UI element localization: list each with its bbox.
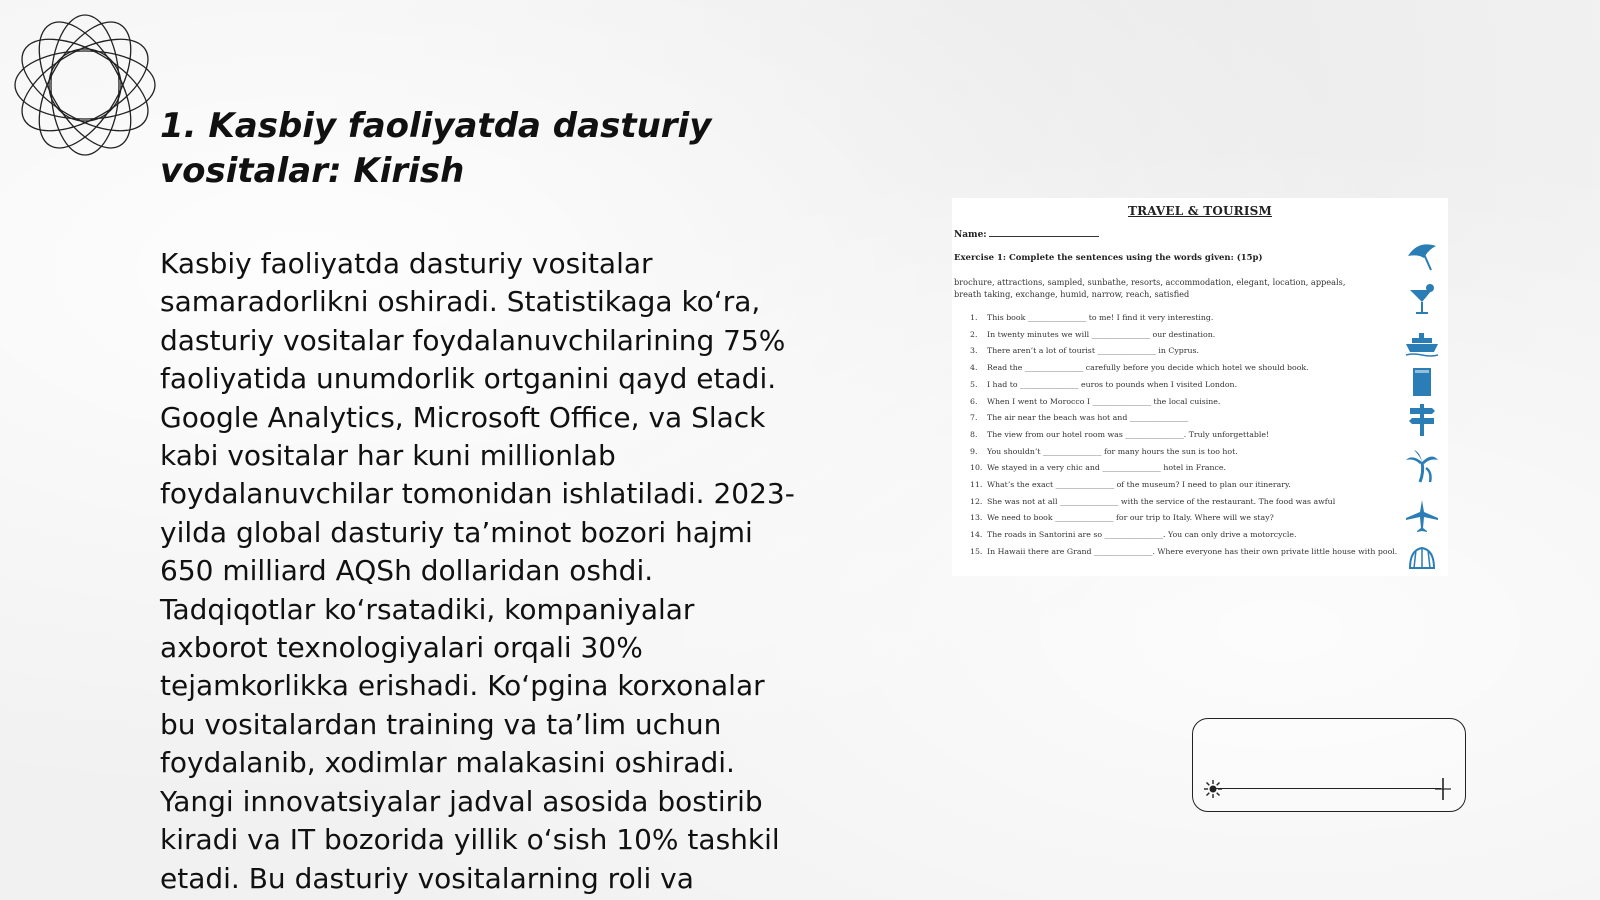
airplane-icon: [1404, 498, 1440, 534]
item-text: You shouldn’t _______________ for many hours the sun is too hot.: [987, 446, 1238, 456]
item-text: She was not at all _______________ with the service of the restaurant. The food was awful: [987, 496, 1336, 506]
item-text: We need to book _______________ for our trip to Italy. Where will we stay?: [987, 513, 1274, 523]
body-line: Yangi innovatsiyalar jadval asosida bostirib: [160, 784, 763, 818]
body-line: axborot texnologiyalari orqali 30%: [160, 631, 643, 665]
body-line: Tadqiqotlar ko‘rsatadiki, kompaniyalar: [160, 592, 695, 626]
item-number: 5.: [970, 379, 978, 389]
body-line: yilda global dasturiy ta’minot bozori hajmi: [160, 515, 753, 549]
item-text: Read the _______________ carefully before you decide which hotel we should book.: [987, 363, 1309, 373]
worksheet-items: [970, 310, 1420, 561]
timeline-frame: [1192, 718, 1466, 812]
umbrella-icon: [1404, 238, 1440, 274]
item-number: 4.: [970, 363, 978, 373]
body-line: foydalanib, xodimlar malakasini oshiradi.: [160, 746, 735, 780]
worksheet-item: [970, 427, 1420, 444]
signpost-icon: [1404, 402, 1440, 438]
item-number: 12.: [970, 496, 983, 506]
item-text: When I went to Morocco I _______________ the local cuisine.: [987, 396, 1221, 406]
item-number: 13.: [970, 513, 983, 523]
body-line: Google Analytics, Microsoft Office, va Slack: [160, 400, 766, 434]
body-line: etadi. Bu dasturiy vositalarning roli va: [160, 861, 694, 895]
worksheet-exercise-heading: Exercise 1: Complete the sentences using the words given: (15p): [954, 253, 1263, 263]
sun-icon: [1203, 779, 1223, 799]
worksheet-name-field: [954, 230, 1099, 240]
item-number: 7.: [970, 413, 978, 423]
item-text: The air near the beach was hot and _______________: [987, 413, 1189, 423]
body-line: faoliyatida unumdorlik ortganini qayd etadi.: [160, 362, 777, 396]
body-line: dasturiy vositalar foydalanuvchilarining 75%: [160, 323, 786, 357]
worksheet-image: [952, 198, 1448, 576]
shell-icon: [1404, 540, 1440, 576]
worksheet-item: [970, 477, 1420, 494]
item-number: 14.: [970, 530, 983, 540]
body-line: kabi vositalar har kuni millionlab: [160, 439, 616, 473]
palm-tree-icon: [1404, 448, 1440, 484]
worksheet-item: [970, 377, 1420, 394]
book-icon: [1404, 364, 1440, 400]
worksheet-item: [970, 327, 1420, 344]
worksheet-item: [970, 360, 1420, 377]
body-line: foydalanuvchilar tomonidan ishlatiladi. 2023-: [160, 477, 795, 511]
body-line: samaradorlikni oshiradi. Statistikaga ko‘ra,: [160, 285, 761, 319]
item-number: 3.: [970, 346, 978, 356]
worksheet-item: [970, 310, 1420, 327]
worksheet-item: [970, 444, 1420, 461]
item-text: What’s the exact _______________ of the museum? I need to plan our itinerary.: [987, 480, 1291, 490]
item-text: The roads in Santorini are so _______________. You can only drive a motorcycle.: [987, 530, 1297, 540]
slide-title-line: 1. Kasbiy faoliyatda dasturiy: [160, 106, 712, 146]
item-number: 8.: [970, 429, 978, 439]
item-text: This book _______________ to me! I find it very interesting.: [987, 313, 1214, 322]
item-text: There aren’t a lot of tourist _______________ in Cyprus.: [987, 346, 1199, 356]
worksheet-item: [970, 527, 1420, 544]
item-number: 10.: [970, 463, 983, 473]
worksheet-item: [970, 394, 1420, 411]
worksheet-title: TRAVEL & TOURISM: [1127, 204, 1272, 218]
decorative-rosette-icon: [10, 10, 160, 160]
body-line: Kasbiy faoliyatda dasturiy vositalar: [160, 247, 653, 280]
cocktail-icon: [1404, 282, 1440, 318]
body-line: kiradi va IT bozorida yillik o‘sish 10% tashkil: [160, 823, 780, 857]
item-number: 15.: [970, 546, 983, 556]
worksheet-word-bank: brochure, attractions, sampled, sunbathe, resorts, accommodation, elegant, location, appeals, breath taking, exchange, humid, narrow, reach, satisfied: [954, 277, 1346, 299]
item-text: In Hawaii there are Grand _______________. Where everyone has their own private little house with pool.: [987, 546, 1398, 556]
slide-body: [160, 245, 860, 898]
worksheet-item: [970, 343, 1420, 360]
body-line: 650 milliard AQSh dollaridan oshdi.: [160, 554, 654, 588]
item-text: I had to _______________ euros to pounds when I visited London.: [987, 379, 1238, 389]
worksheet-item: [970, 510, 1420, 527]
timeline-end-marker-icon: [1433, 777, 1453, 801]
item-number: 11.: [970, 480, 983, 490]
worksheet-item: [970, 410, 1420, 427]
slide-title-line: vositalar: Kirish: [160, 151, 465, 191]
item-number: 1.: [970, 313, 978, 322]
body-line: tejamkorlikka erishadi. Ko‘pgina korxonalar: [160, 669, 765, 703]
slide-title: [160, 104, 780, 194]
item-text: In twenty minutes we will _______________ our destination.: [987, 329, 1216, 339]
item-number: 6.: [970, 396, 978, 406]
body-line: bu vositalardan training va ta’lim uchun: [160, 707, 722, 741]
item-number: 2.: [970, 329, 978, 339]
item-text: We stayed in a very chic and _______________ hotel in France.: [987, 463, 1227, 473]
worksheet-name-label: Name:: [954, 230, 987, 240]
timeline-line: [1215, 788, 1441, 789]
worksheet-item: [970, 494, 1420, 511]
worksheet-item: [970, 544, 1420, 561]
worksheet-item: [970, 460, 1420, 477]
item-number: 9.: [970, 446, 978, 456]
worksheet-icon-column: [1400, 238, 1444, 576]
ship-icon: [1404, 324, 1440, 360]
item-text: The view from our hotel room was _______________. Truly unforgettable!: [987, 429, 1270, 439]
